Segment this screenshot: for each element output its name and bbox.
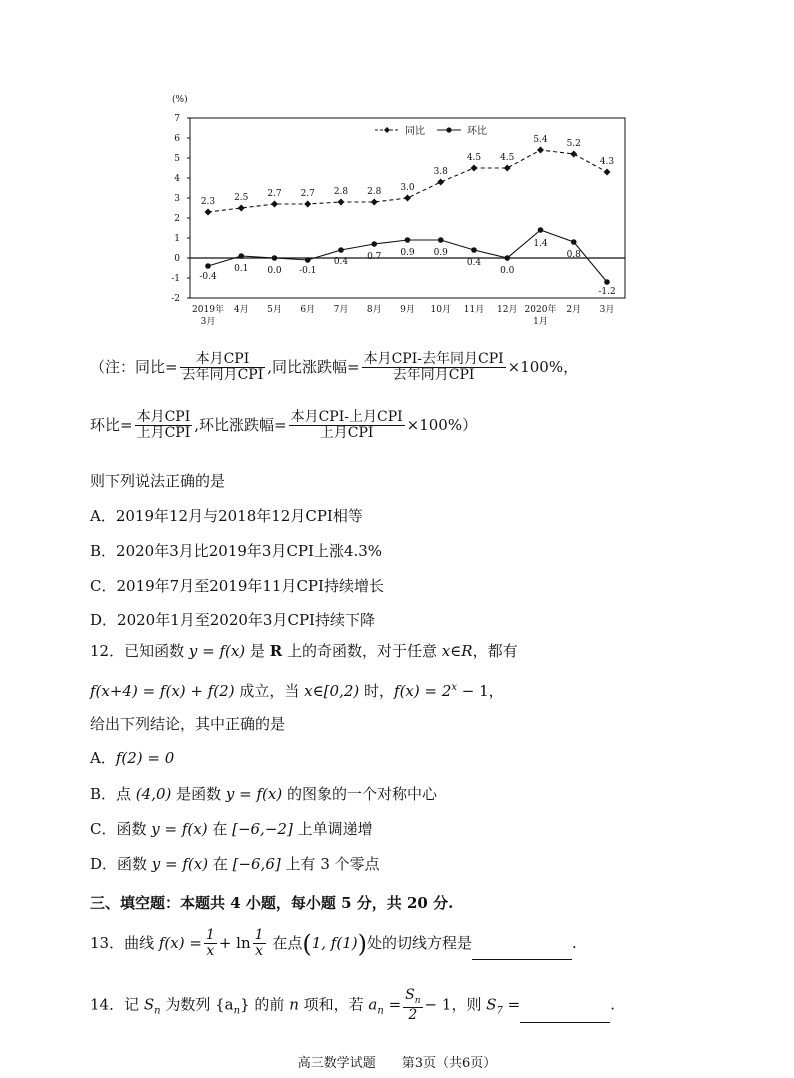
note-line-2: 环比= $\frac{\text{本月CPI}}{\text{上月CPI}}$ ,环比涨跌幅= $\frac{\text{本月CPI-上月CPI}}{\text{上月CPI}}$ ×100%） [90,409,478,442]
y-tick-label: -1 [171,274,180,284]
data-label-yoy: 2.7 [267,189,282,199]
data-label-yoy: 2.8 [367,187,382,197]
x-tick-label: 5月 [267,305,282,315]
data-label-mom: -0.1 [299,266,317,276]
series-line-yoy [208,150,607,212]
data-point-yoy [570,151,577,158]
y-tick-label: 4 [174,174,180,184]
legend-mom-label: 环比 [467,126,487,137]
y-tick-label: 1 [174,234,180,244]
y-tick-label: 6 [174,134,180,144]
q12-option-b: B．点 (4,0) 是函数 y = f(x) 的图象的一个对称中心 [90,785,437,803]
data-point-yoy [404,195,411,202]
x-tick-label: 8月 [366,305,382,315]
data-label-mom: 0.1 [234,264,249,274]
q11-option-b: B．2020年3月比2019年3月CPI上涨4.3% [90,542,383,560]
q12-line-1: 12．已知函数 y = f(x) 是 R 上的奇函数，对于任意 x∈R，都有 [90,642,518,660]
data-label-yoy: 2.8 [333,187,349,197]
data-point-mom [238,253,244,259]
data-point-yoy [437,179,444,186]
q14-answer-blank[interactable] [520,1006,610,1023]
fraction-mom-change: $\frac{\text{本月CPI-上月CPI}}{\text{上月CPI}}$ [290,409,403,442]
data-label-yoy: 5.2 [566,139,581,149]
y-tick-label: -2 [171,294,180,304]
q12-line-3: 给出下列结论，其中正确的是 [90,715,286,733]
legend-yoy-label: 同比 [405,126,425,137]
x-tick-label: 2月 [566,305,582,315]
y-axis-unit-label: (%) [172,95,188,105]
fraction-1-over-x-ln: $\frac{1}{x}$ [254,927,264,960]
q12-option-a: A．f(2) = 0 [90,749,175,767]
fraction-1-over-x: $\frac{1}{x}$ [205,927,215,960]
q12-option-d: D．函数 y = f(x) 在 [−6,6] 上有 3 个零点 [90,855,380,873]
section-3-heading: 三、填空题：本题共 4 小题，每小题 5 分，共 20 分. [90,894,454,912]
data-point-mom [471,247,477,253]
data-point-yoy [338,199,345,206]
q11-option-c: C．2019年7月至2019年11月CPI持续增长 [90,577,384,595]
data-point-yoy [238,205,245,212]
x-tick-label: 3月 [599,305,615,315]
x-tick-label: 9月 [400,305,415,315]
data-point-mom [305,257,311,263]
q12-option-c: C．函数 y = f(x) 在 [−6,−2] 上单调递增 [90,820,373,838]
data-point-yoy [304,201,311,208]
y-tick-label: 3 [174,194,180,204]
q14-line: 14．记 $S_n$ 为数列 $\{a_n\}$ 的前 n 项和，若 $a_n$ = $\frac{S_n}{2}$ − 1，则 $S_7$ = . [90,987,615,1023]
x-tick-label: 12月 [497,305,518,315]
data-label-mom: 0.0 [267,266,282,276]
x-tick-label: 6月 [300,305,316,315]
note-open: （注：同比= [90,357,178,376]
data-point-mom [504,255,510,261]
x-tick-label: 2020年 [524,305,557,315]
q13-answer-blank[interactable] [472,943,572,960]
data-label-mom: 0.9 [400,248,415,258]
data-point-yoy [537,147,544,154]
page-footer: 高三数学试题 第3页（共6页） [297,1056,497,1071]
x-tick-label: 11月 [463,305,485,315]
data-point-yoy [471,165,478,172]
data-point-mom [571,239,577,245]
fraction-yoy-change: $\frac{\text{本月CPI-去年同月CPI}}{\text{去年同月CPI}}$ [363,351,504,384]
y-tick-label: 0 [174,254,180,264]
x-tick-label: 1月 [533,317,548,327]
x-tick-label: 10月 [430,305,451,315]
data-label-yoy: 3.0 [400,183,415,193]
data-label-yoy: 4.3 [599,157,615,167]
x-tick-label: 7月 [333,305,349,315]
data-label-yoy: 5.4 [533,135,548,145]
data-point-mom [405,237,411,243]
data-label-mom: 0.4 [333,257,349,267]
fraction-sn-over-2: $\frac{S_n}{2}$ [405,987,421,1023]
data-label-yoy: 2.7 [300,189,315,199]
fraction-yoy: $\frac{\text{本月CPI}}{\text{去年同月CPI}}$ [181,351,264,384]
data-label-yoy: 4.5 [466,153,482,163]
note-line-1: （注：同比= $\frac{\text{本月CPI}}{\text{去年同月CPI}}$ ,同比涨跌幅= $\frac{\text{本月CPI-去年同月CPI}}{\text{去年同月CPI}}$ ×100%， [90,351,579,384]
data-label-mom: 0.8 [566,250,581,260]
cpi-chart [160,88,640,353]
data-point-yoy [205,209,212,216]
q12-line-2: f(x+4) = f(x) + f(2) 成立，当 x∈[0,2) 时，$f(x) = 2^x - 1$， [90,682,504,700]
data-label-mom: 0.7 [367,252,382,262]
y-tick-label: 2 [174,214,180,224]
q11-stem: 则下列说法正确的是 [90,472,226,490]
data-label-mom: -1.2 [598,287,616,297]
legend-mom-marker [446,127,451,132]
q11-option-a: A．2019年12月与2018年12月CPI相等 [90,507,363,525]
plot-frame [190,118,625,298]
fraction-mom: $\frac{\text{本月CPI}}{\text{上月CPI}}$ [136,409,191,442]
data-point-mom [438,237,444,243]
data-label-yoy: 2.5 [234,193,249,203]
data-point-mom [338,247,344,253]
data-point-mom [272,255,278,261]
x-tick-label: 3月 [200,317,216,327]
data-point-mom [604,279,610,285]
legend-yoy-marker [384,127,390,133]
data-label-mom: 0.4 [466,258,482,268]
data-label-mom: 0.0 [500,266,515,276]
cpi-chart-svg [160,88,640,353]
data-label-mom: 0.9 [433,248,448,258]
data-label-yoy: 4.5 [500,153,515,163]
x-tick-label: 2019年 [192,305,224,315]
data-label-yoy: 2.3 [200,197,216,207]
q11-option-d: D．2020年1月至2020年3月CPI持续下降 [90,611,375,629]
data-label-mom: 1.4 [533,239,548,249]
data-point-mom [371,241,377,247]
data-point-yoy [371,199,378,206]
data-label-yoy: 3.8 [433,167,448,177]
data-point-yoy [271,201,278,208]
y-tick-label: 5 [174,154,180,164]
y-tick-label: 7 [174,114,180,124]
data-point-yoy [504,165,511,172]
q13-line: 13．曲线 f(x) = $\frac{1}{x}$ + ln $\frac{1}{x}$ 在点(1, f(1))处的切线方程是 . [90,927,577,960]
data-point-mom [205,263,211,269]
data-point-yoy [604,169,611,176]
x-tick-label: 4月 [233,305,249,315]
data-label-mom: -0.4 [199,272,217,282]
data-point-mom [538,227,544,233]
